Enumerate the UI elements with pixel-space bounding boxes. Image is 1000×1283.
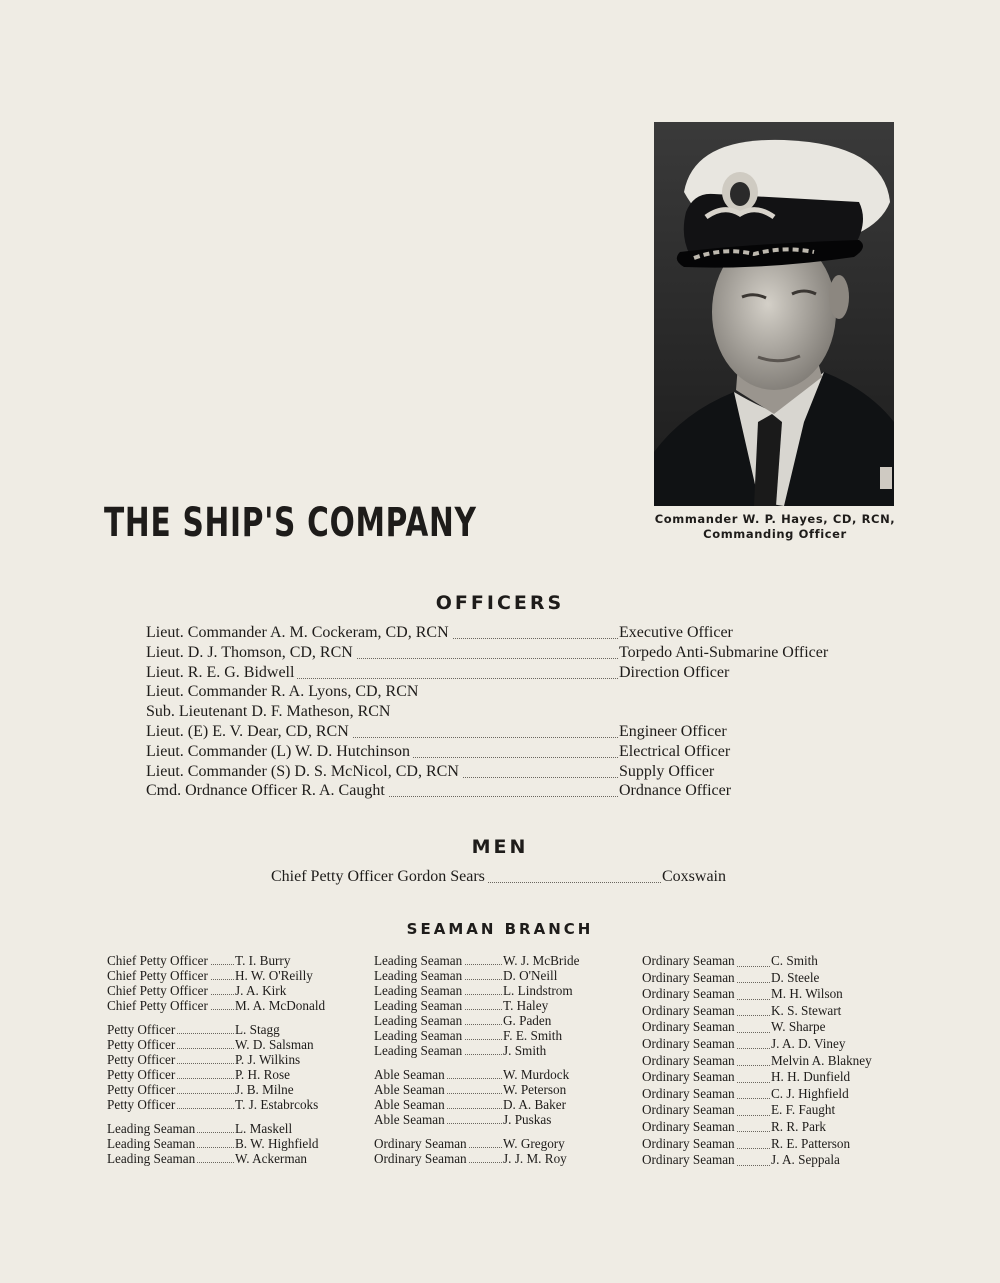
crew-rank: Leading Seaman: [374, 998, 463, 1013]
officer-role: Torpedo Anti-Submarine Officer: [619, 643, 829, 661]
crew-rank: Able Seaman: [374, 1097, 445, 1112]
crew-name: J. A. Seppala: [771, 1152, 840, 1168]
crew-rank: Petty Officer: [107, 1037, 176, 1052]
officer-name: Lieut. Commander (S) D. S. McNicol, CD, RCN: [146, 762, 462, 782]
seaman-branch-heading: SEAMAN BRANCH: [406, 920, 594, 938]
coxswain-name: Chief Petty Officer Gordon Sears: [271, 867, 488, 887]
crew-name: D. A. Baker: [503, 1097, 566, 1112]
officer-name: Lieut. R. E. G. Bidwell: [146, 663, 297, 683]
crew-rank: Ordinary Seaman: [642, 969, 735, 985]
crew-name: L. Lindstrom: [503, 983, 573, 998]
crew-name: J. A. Kirk: [235, 983, 287, 998]
crew-rank: Chief Petty Officer: [107, 998, 208, 1013]
men-heading: MEN: [471, 836, 529, 858]
crew-rank: Leading Seaman: [374, 1013, 463, 1028]
crew-name: W. Murdock: [503, 1067, 570, 1082]
photo-caption: [640, 512, 910, 542]
crew-rank: Chief Petty Officer: [107, 968, 208, 983]
commander-portrait-photo: [654, 122, 894, 506]
crew-rank: Ordinary Seaman: [642, 1069, 735, 1085]
crew-rank: Chief Petty Officer: [107, 983, 208, 998]
crew-rank: Petty Officer: [107, 1067, 176, 1082]
crew-rank: Leading Seaman: [374, 953, 463, 968]
crew-name: W. D. Salsman: [235, 1037, 314, 1052]
crew-name: J. Puskas: [503, 1112, 552, 1127]
crew-name: W. Gregory: [503, 1136, 565, 1151]
officer-name: Lieut. D. J. Thomson, CD, RCN: [146, 643, 356, 663]
crew-name: T. J. Estabrcoks: [235, 1097, 319, 1112]
crew-rank: Able Seaman: [374, 1067, 445, 1082]
crew-name: C. Smith: [771, 953, 818, 968]
crew-name: M. H. Wilson: [771, 986, 843, 1002]
coxswain-role: Coxswain: [662, 868, 726, 885]
crew-rank: Leading Seaman: [107, 1151, 196, 1166]
crew-name: B. W. Highfield: [235, 1136, 319, 1151]
officer-row: [146, 762, 866, 782]
crew-name: L. Stagg: [235, 1022, 280, 1037]
caption-title-line: Commanding Officer: [703, 527, 847, 541]
crew-name: T. Haley: [503, 998, 549, 1013]
crew-rank: Leading Seaman: [374, 1028, 463, 1043]
crew-rank: Ordinary Seaman: [642, 1002, 735, 1018]
officer-role: Supply Officer: [619, 762, 715, 780]
coxswain-row: [271, 867, 741, 887]
crew-rank: Ordinary Seaman: [642, 986, 735, 1002]
crew-name: R. R. Park: [771, 1118, 826, 1134]
page-title: THE SHIP'S COMPANY: [104, 500, 477, 546]
crew-name: W. Peterson: [503, 1082, 567, 1097]
officer-name: Sub. Lieutenant D. F. Matheson, RCN: [146, 702, 393, 722]
officer-role: Engineer Officer: [619, 722, 727, 740]
officer-name: Cmd. Ordnance Officer R. A. Caught: [146, 781, 388, 801]
crew-name: H. H. Dunfield: [771, 1069, 851, 1085]
crew-name: R. E. Patterson: [771, 1135, 851, 1151]
crew-name: M. A. McDonald: [235, 998, 326, 1013]
crew-rank: Ordinary Seaman: [642, 1102, 735, 1118]
crew-name: C. J. Highfield: [771, 1085, 849, 1101]
crew-name: W. J. McBride: [503, 953, 580, 968]
officer-role: Ordnance Officer: [619, 782, 732, 800]
officer-row: [146, 623, 866, 643]
crew-rank: Able Seaman: [374, 1112, 445, 1127]
crew-rank: Petty Officer: [107, 1052, 176, 1067]
crew-name: J. J. M. Roy: [503, 1151, 567, 1166]
crew-name: J. A. D. Viney: [771, 1035, 846, 1051]
officer-role: Electrical Officer: [619, 742, 731, 760]
crew-rank: Ordinary Seaman: [642, 1152, 735, 1168]
crew-rank: Ordinary Seaman: [642, 1035, 735, 1051]
officer-role: Direction Officer: [619, 663, 730, 681]
officer-row: [146, 702, 866, 722]
officer-row: [146, 722, 866, 742]
crew-rank: Leading Seaman: [374, 968, 463, 983]
crew-name: P. J. Wilkins: [235, 1052, 301, 1067]
crew-rank: Petty Officer: [107, 1082, 176, 1097]
officer-name: Lieut. Commander (L) W. D. Hutchinson: [146, 742, 413, 762]
officer-row: [146, 663, 866, 683]
caption-name-line: Commander W. P. Hayes, CD, RCN,: [654, 512, 896, 526]
officers-heading: OFFICERS: [435, 592, 565, 614]
crew-name: G. Paden: [503, 1013, 552, 1028]
officers-list: [146, 623, 866, 801]
crew-rank: Ordinary Seaman: [642, 1118, 735, 1134]
crew-name: P. H. Rose: [235, 1067, 290, 1082]
crew-rank: Ordinary Seaman: [642, 1019, 735, 1035]
crew-rank: Leading Seaman: [374, 1043, 463, 1058]
crew-name: H. W. O'Reilly: [235, 968, 313, 983]
crew-name: F. E. Smith: [503, 1028, 563, 1043]
crew-name: J. B. Milne: [235, 1082, 294, 1097]
crew-rank: Leading Seaman: [107, 1136, 196, 1151]
crew-rank: Ordinary Seaman: [642, 953, 735, 968]
crew-rank: Ordinary Seaman: [642, 1085, 735, 1101]
officer-row: [146, 742, 866, 762]
crew-rank: Ordinary Seaman: [642, 1052, 735, 1068]
crew-rank: Able Seaman: [374, 1082, 445, 1097]
officer-row: [146, 781, 866, 801]
crew-name: W. Sharpe: [771, 1019, 826, 1035]
crew-rank: Chief Petty Officer: [107, 953, 208, 968]
officer-row: [146, 682, 866, 702]
officer-row: [146, 643, 866, 663]
crew-rank: Leading Seaman: [374, 983, 463, 998]
crew-rank: Petty Officer: [107, 1097, 176, 1112]
officer-role: Executive Officer: [619, 624, 733, 641]
crew-name: D. O'Neill: [503, 968, 558, 983]
crew-name: J. Smith: [503, 1043, 547, 1058]
crew-name: Melvin A. Blakney: [771, 1052, 872, 1068]
crew-name: T. I. Burry: [235, 953, 291, 968]
crew-name: E. F. Faught: [771, 1102, 836, 1118]
officer-name: Lieut. Commander R. A. Lyons, CD, RCN: [146, 682, 421, 702]
crew-name: W. Ackerman: [235, 1151, 308, 1166]
officer-name: Lieut. Commander A. M. Cockeram, CD, RCN: [146, 623, 452, 643]
crew-name: L. Maskell: [235, 1121, 293, 1136]
crew-rank: Leading Seaman: [107, 1121, 196, 1136]
crew-rank: Ordinary Seaman: [374, 1151, 467, 1166]
crew-name: D. Steele: [771, 969, 820, 985]
crew-name: K. S. Stewart: [771, 1002, 842, 1018]
crew-rank: Ordinary Seaman: [642, 1135, 735, 1151]
portrait-illustration: [654, 122, 894, 506]
crew-rank: Ordinary Seaman: [374, 1136, 467, 1151]
crew-rank: Petty Officer: [107, 1022, 176, 1037]
officer-name: Lieut. (E) E. V. Dear, CD, RCN: [146, 722, 352, 742]
